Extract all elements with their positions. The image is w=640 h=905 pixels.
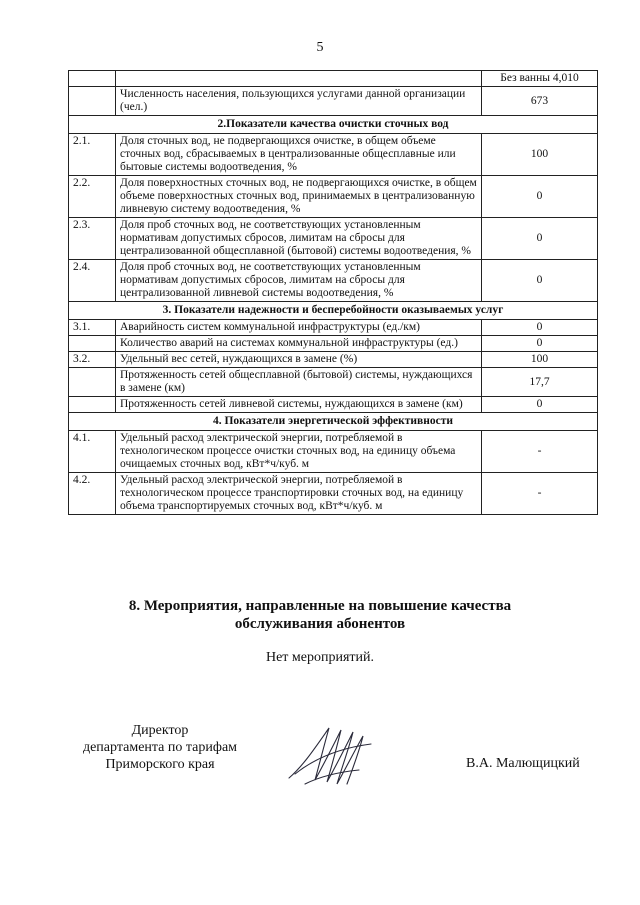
table-cell-text: Доля сточных вод, не подвергающихся очистке, в общем объеме сточных вод, сбрасываемых в централизованные общесплавные или бытовые системы водоотведения, %	[116, 134, 482, 176]
table-cell-text: Удельный вес сетей, нуждающихся в замене (%)	[116, 352, 482, 368]
table-cell-value: 0	[482, 218, 598, 260]
table-cell-num: 2.2.	[69, 176, 116, 218]
table-cell-text: Доля проб сточных вод, не соответствующих установленным нормативам допустимых сбросов, лимитам на сбросы для централизованной общесплавной (бытовой) системы водоотведения, %	[116, 218, 482, 260]
table-cell-num: 3.2.	[69, 352, 116, 368]
table-row	[69, 87, 598, 116]
handwritten-signature	[285, 718, 375, 790]
section-header-row	[69, 302, 598, 320]
table-row	[69, 397, 598, 413]
indicators-table	[68, 70, 598, 515]
table-row	[69, 336, 598, 352]
page-number: 5	[316, 40, 324, 55]
table-cell-value: 17,7	[482, 368, 598, 397]
table-cell-value: -	[482, 473, 598, 515]
table-cell-text: Удельный расход электрической энергии, потребляемой в технологическом процессе транспортировки сточных вод, на единицу объема транспортируемых сточных вод, кВт*ч/куб. м	[116, 473, 482, 515]
table-row	[69, 218, 598, 260]
table-cell-value: 0	[482, 336, 598, 352]
table-cell-num: 2.3.	[69, 218, 116, 260]
section-header-row	[69, 116, 598, 134]
table-cell-value: 0	[482, 320, 598, 336]
table-cell-value: 0	[482, 260, 598, 302]
table-row	[69, 320, 598, 336]
table-cell-num: 2.1.	[69, 134, 116, 176]
table-cell-text: Количество аварий на системах коммунальной инфраструктуры (ед.)	[116, 336, 482, 352]
table-cell-value: 100	[482, 134, 598, 176]
table-cell-value: 0	[482, 397, 598, 413]
section-heading: 8. Мероприятия, направленные на повышение качества обслуживания абонентов	[128, 598, 512, 632]
table-row	[69, 431, 598, 473]
signatory-name: В.А. Малющицкий	[466, 756, 580, 771]
table-cell-value: 100	[482, 352, 598, 368]
table-cell-text: Аварийность систем коммунальной инфраструктуры (ед./км)	[116, 320, 482, 336]
table-cell-value: Без ванны 4,010	[482, 71, 598, 87]
section-title: 2.Показатели качества очистки сточных вод	[69, 116, 598, 134]
table-row	[69, 134, 598, 176]
table-row	[69, 352, 598, 368]
table-cell-value: 0	[482, 176, 598, 218]
table-row	[69, 176, 598, 218]
table-cell-text: Удельный расход электрической энергии, потребляемой в технологическом процессе очистки сточных вод, на единицу объема очищаемых сточных вод, кВт*ч/куб. м	[116, 431, 482, 473]
table-cell-num: 4.1.	[69, 431, 116, 473]
table-cell-text: Доля проб сточных вод, не соответствующих установленным нормативам допустимых сбросов, лимитам на сбросы для централизованной ливневой системы водоотведения, %	[116, 260, 482, 302]
signatory-title: Директор департамента по тарифам Приморского края	[82, 723, 238, 772]
section-title: 3. Показатели надежности и бесперебойности оказываемых услуг	[69, 302, 598, 320]
table-row	[69, 368, 598, 397]
table-cell-num: 3.1.	[69, 320, 116, 336]
table-cell-value: 673	[482, 87, 598, 116]
table-cell-num: 4.2.	[69, 473, 116, 515]
table-row	[69, 260, 598, 302]
table-cell-text: Доля поверхностных сточных вод, не подвергающихся очистке, в общем объеме поверхностных сточных вод, принимаемых в централизованную ливневую систему водоотведения, %	[116, 176, 482, 218]
table-cell-value: -	[482, 431, 598, 473]
table-row	[69, 71, 598, 87]
table-cell-text: Протяженность сетей общесплавной (бытовой) системы, нуждающихся в замене (км)	[116, 368, 482, 397]
table-cell-text: Численность населения, пользующихся услугами данной организации (чел.)	[116, 87, 482, 116]
no-measures-text: Нет мероприятий.	[265, 650, 375, 665]
table-cell-num: 2.4.	[69, 260, 116, 302]
section-title: 4. Показатели энергетической эффективности	[69, 413, 598, 431]
table-row	[69, 473, 598, 515]
section-header-row	[69, 413, 598, 431]
table-cell-text: Протяженность сетей ливневой системы, нуждающихся в замене (км)	[116, 397, 482, 413]
